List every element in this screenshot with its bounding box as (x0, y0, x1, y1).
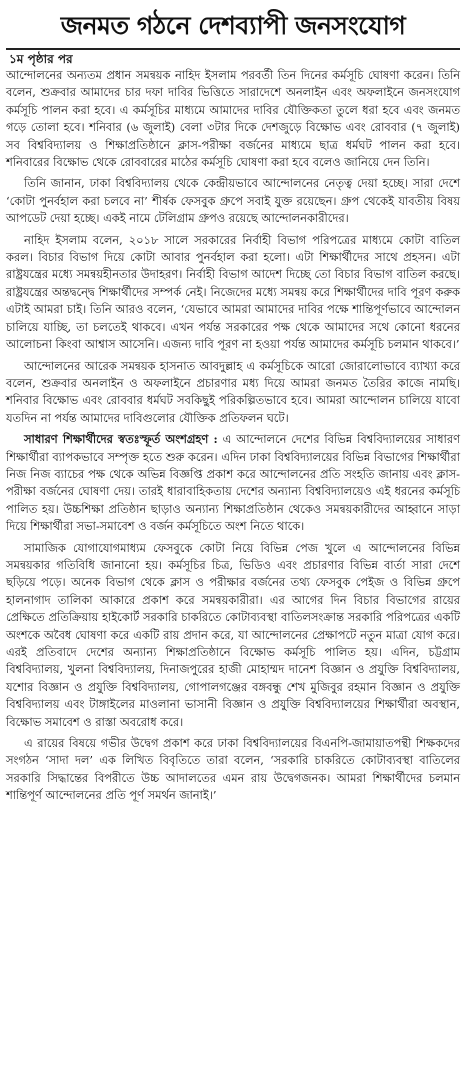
subhead: সাধারণ শিক্ষার্থীদের স্বতঃস্ফূর্ত অংশগ্রহণ : (24, 432, 218, 447)
paragraph: আন্দোলনের অন্যতম প্রধান সমন্বয়ক নাহিদ ইসলাম পরবর্তী তিন দিনের কর্মসূচি ঘোষণা করেন। তিনি বলেন, শুক্রবার আমাদের চার দফা দাবির ভিত্তিতে সারাদেশে অনলাইন এবং অফলাইনে জনসংযোগ কর্মসূচি পালন করা হবে। এ কর্মসূচির মাধ্যমে আমাদের দাবির যৌক্তিকতা তুলে ধরা হবে এবং জনমত গড়ে তোলা হবে। শনিবার (৬ জুলাই) বেলা ৩টার দিকে দেশজুড়ে বিক্ষোভ এবং রোববার (৭ জুলাই) সব বিশ্ববিদ্যালয় ও শিক্ষাপ্রতিষ্ঠানে ক্লাস-পরীক্ষা বর্জনের মাধ্যমে ছাত্র ধর্মঘট পালন করা হবে। শনিবারের বিক্ষোভ থেকে রোববারের মাঠের কর্মসূচি ঘোষণা করা হবে বলেও জানিয়ে দেন তিনি। (6, 68, 460, 170)
paragraph-with-subhead (6, 431, 460, 535)
headline: জনমত গঠনে দেশব্যাপী জনসংযোগ (60, 11, 406, 40)
headline-rule (6, 48, 460, 50)
continued-marker: ১ম পৃষ্ঠার পর (9, 52, 73, 66)
paragraph: নাহিদ ইসলাম বলেন, ২০১৮ সালে সরকারের নির্বাহী বিভাগ পরিপত্রের মাধ্যমে কোটা বাতিল করল। বিচার বিভাগ দিয়ে কোটা আবার পুনর্বহাল করা হলো। এটা শিক্ষার্থীদের সাথে প্রহসন। এটা রাষ্ট্রযন্ত্রের মধ্যে সমন্বয়হীনতার উদাহরণ। নির্বাহী বিভাগ আদেশ দিচ্ছে তো বিচার বিভাগ বাতিল করছে। রাষ্ট্রযন্ত্রের অন্তদ্বন্দ্বে শিক্ষার্থীদের সম্পর্ক নেই। নিজেদের মধ্যে সমন্বয় করে শিক্ষার্থীদের দাবি পূরণ করুক এটাই আমরা চাই। তিনি আরও বলেন, ‘যেভাবে আমরা আমাদের দাবির পক্ষে শান্তিপূর্ণভাবে আন্দোলন চালিয়ে যাচ্ছি, তা চলতেই থাকবে। এখন পর্যন্ত সরকারের পক্ষ থেকে আমাদের সথে কোনো ধরনের আলোচনা কিংবা আশ্বাস আসেনি। এজন্য দাবি পূরণ না হওয়া পর্যন্ত আমাদের কর্মসূচি চলমান থাকবে।’ (6, 232, 460, 352)
paragraph: এ রায়ের বিষয়ে গভীর উদ্বেগ প্রকাশ করে ঢাকা বিশ্ববিদ্যালয়ের বিএনপি-জামায়াতপন্থী শিক্ষকদের সংগঠন ‘সাদা দল’ এক লিখিত বিবৃতিতে তারা বলেন, ‘সরকারি চাকরিতে কোটাব্যবস্থা বাতিলের সরকারি সিদ্ধান্তের বিপরীতে উচ্চ আদালতের এমন রায় উদ্বেগজনক। আমরা শিক্ষার্থীদের চলমান শান্তিপূর্ণ আন্দোলনের প্রতি পূর্ণ সমর্থন জানাই।’ (6, 736, 460, 803)
paragraph: সামাজিক যোগাযোগমাধ্যম ফেসবুকে কোটা নিয়ে বিভিন্ন পেজ খুলে এ আন্দোলনের বিভিন্ন সমন্বয়কার গতিবিধি জানানো হয়। কর্মসূচির চিত্র, ভিডিও এবং প্রচারণার বিভিন্ন বার্তা সারা দেশে ছড়িয়ে পড়ে। অনেক বিভাগ থেকে ক্লাস ও পরীক্ষার বর্জনের তথ্য ফেসবুক পেইজ ও বিভিন্ন গ্রুপে হালনাগাদ তালিকা আকারে প্রকাশ করে সমন্বয়কারীরা। এর আগের দিন বিচার বিভাগের রায়ের প্রেক্ষিতে প্রতিক্রিয়ায় হাইকোর্ট সরকারি চাকরিতে কোটাব্যবস্থা বাতিলসংক্রান্ত সরকারি পরিপত্রের একটি অংশকে অবৈধ ঘোষণা করে একটি রায় প্রদান করে, যা আন্দোলনের প্রেক্ষাপটে নতুন মাত্রা যোগ করে। এরই প্রতিবাদে দেশের অন্যান্য শিক্ষাপ্রতিষ্ঠানে বিক্ষোভ কর্মসূচি পালিত হয়। এদিন, চট্টগ্রাম বিশ্ববিদ্যালয়, খুলনা বিশ্ববিদ্যালয়, দিনাজপুরের হাজী মোহাম্মদ দানেশ বিজ্ঞান ও প্রযুক্তি বিশ্ববিদ্যালয়, যশোর বিজ্ঞান ও প্রযুক্তি বিশ্ববিদ্যালয়, গোপালগঞ্জের বঙ্গবন্ধু শেখ মুজিবুর রহমান বিজ্ঞান ও প্রযুক্তি বিশ্ববিদ্যালয় এবং টাঙ্গাইলের মাওলানা ভাসানী বিজ্ঞান ও প্রযুক্তি বিশ্ববিদ্যালয়ের শিক্ষার্থীরা অবস্থান, বিক্ষোভ সমাবেশ ও রাস্তা অবরোধ করে। (6, 540, 460, 729)
paragraph: তিনি জানান, ঢাকা বিশ্ববিদ্যালয় থেকে কেন্দ্রীয়ভাবে আন্দোলনের নেতৃত্ব দেয়া হচ্ছে। সারা দেশে ‘কোটা পুনর্বহাল করা চলবে না’ শীর্ষক ফেসবুক গ্রুপে সবাই যুক্ত রয়েছেন। গ্রুপ থেকেই যাবতীয় বিষয় আপডেট দেয়া হচ্ছে। একই নামে টেলিগ্রাম গ্রুপও রয়েছে আন্দোলনকারীদের। (6, 176, 460, 226)
article-body (6, 67, 460, 805)
paragraph: আন্দোলনের আরেক সমন্বয়ক হাসনাত আবদুল্লাহ এ কর্মসূচিকে আরো জোরালোভাবে ব্যাখ্যা করে বলেন, শুক্রবার অনলাইন ও অফলাইনে প্রচারণার মধ্য দিয়ে আমরা জনমত তৈরির কাজে নামছি। শনিবার বিক্ষোভ এবং রোববার ধর্মঘট সবকিছুই পরিকল্পিতভাবে হবে। আমরা আন্দোলন চালিয়ে যাবো যতদিন না পর্যন্ত আমাদের দাবিগুলোর যৌক্তিক প্রতিফলন ঘটে। (6, 358, 460, 425)
paragraph-text: এ আন্দোলনে দেশের বিভিন্ন বিশ্ববিদ্যালয়ের সাধারণ শিক্ষার্থীরা ব্যাপকভাবে সম্পৃক্ত হতে শুরু করেন। এদিন ঢাকা বিশ্ববিদ্যালয়ের বিভিন্ন বিভাগের শিক্ষার্থীরা নিজ নিজ ব্যাচের পক্ষ থেকে অভিন্ন বিজ্ঞপ্তি প্রকাশ করে আন্দোলনের প্রতি সংহতি জানায় এবং ক্লাস-পরীক্ষা বর্জনের ঘোষণা দেয়। তারই ধারাবাহিকতায় দেশের অন্যান্য বিশ্ববিদ্যালয়েও এই ধরনের কর্মসূচি পালিত হয়। উচ্চশিক্ষা প্রতিষ্ঠান ছাড়াও অন্যান্য শিক্ষাপ্রতিষ্ঠান থেকেও সমন্বয়কারীদের আহ্বানে সাড়া দিয়ে শিক্ষার্থীরা সভা-সমাবেশ ও বর্জন কর্মসূচিতে অংশ নিতে থাকে। (6, 432, 460, 534)
